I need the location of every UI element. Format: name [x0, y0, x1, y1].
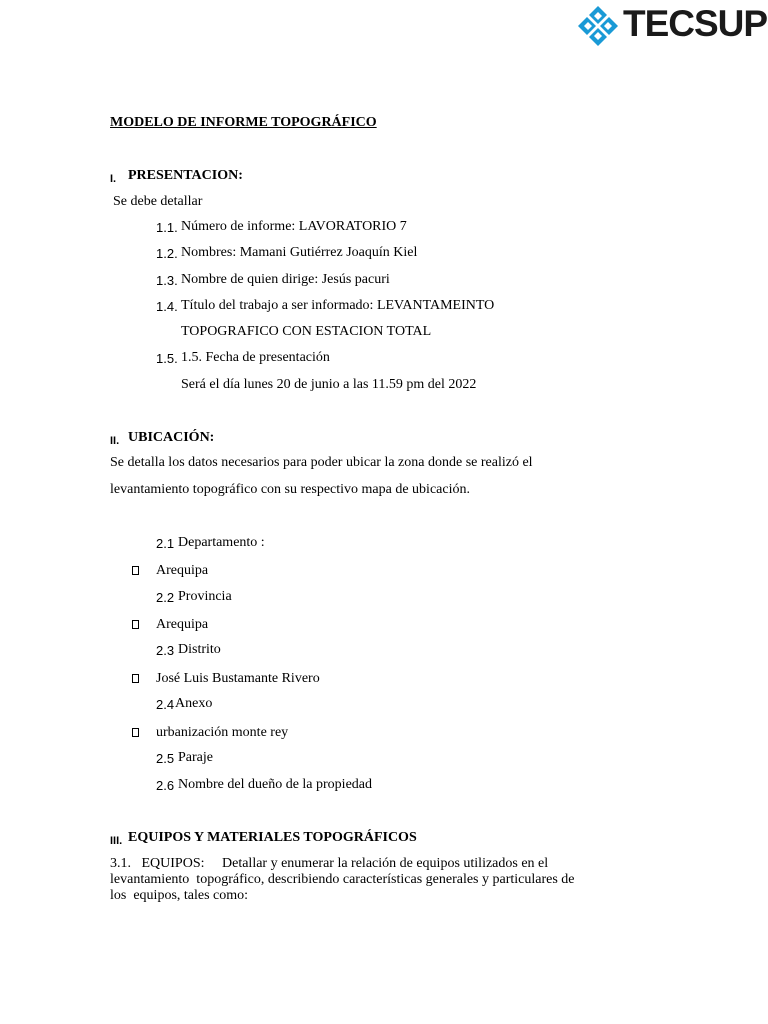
section-2-heading: UBICACIÓN: — [128, 430, 215, 445]
section-3-paragraph-line-1: 3.1. EQUIPOS: Detallar y enumerar la relación de equipos utilizados en el — [110, 856, 549, 871]
section-3-paragraph-line-3: los equipos, tales como: — [110, 888, 249, 903]
item-2-2-number: 2.2 — [156, 590, 175, 605]
logo-text: TECSUP — [623, 3, 768, 44]
bullet-provincia: Arequipa — [156, 617, 209, 632]
item-1-2-number: 1.2. — [156, 246, 178, 261]
item-1-3-number: 1.3. — [156, 273, 178, 288]
item-1-4-continuation: TOPOGRAFICO CON ESTACION TOTAL — [181, 324, 432, 339]
item-2-6-number: 2.6 — [156, 778, 175, 793]
item-1-5-continuation: Será el día lunes 20 de junio a las 11.59 pm del 2022 — [181, 377, 477, 392]
item-1-2-text: Nombres: Mamani Gutiérrez Joaquín Kiel — [181, 245, 418, 260]
item-2-1-number: 2.1 — [156, 536, 175, 551]
item-2-5-number: 2.5 — [156, 751, 175, 766]
item-2-4-number: 2.4 — [156, 697, 175, 712]
section-3-heading: EQUIPOS Y MATERIALES TOPOGRÁFICOS — [128, 830, 417, 845]
item-1-1-text: Número de informe: LAVORATORIO 7 — [181, 219, 407, 234]
section-3-roman: III. — [110, 835, 123, 847]
section-2-roman: II. — [110, 435, 120, 447]
tecsup-logo — [576, 3, 768, 48]
bullet-icon — [132, 566, 139, 575]
item-1-1-number: 1.1. — [156, 220, 178, 235]
item-1-3-text: Nombre de quien dirige: Jesús pacuri — [181, 272, 390, 287]
section-2-paragraph-line-2: levantamiento topográfico con su respectivo mapa de ubicación. — [110, 482, 470, 497]
item-1-5-text: 1.5. Fecha de presentación — [181, 350, 330, 365]
section-3-paragraph-line-2: levantamiento topográfico, describiendo características generales y particulares de — [110, 872, 575, 887]
item-2-1-label: Departamento : — [178, 535, 265, 550]
section-1-intro: Se debe detallar — [113, 194, 203, 209]
bullet-icon — [132, 674, 139, 683]
section-1-roman: I. — [110, 173, 117, 185]
section-1-heading: PRESENTACION: — [128, 168, 243, 183]
item-2-3-label: Distrito — [178, 642, 221, 657]
item-2-5-label: Paraje — [178, 750, 213, 765]
tecsup-logo-icon — [576, 4, 620, 48]
item-2-2-label: Provincia — [178, 589, 232, 604]
bullet-icon — [132, 728, 139, 737]
item-1-4-text: Título del trabajo a ser informado: LEVANTAMEINTO — [181, 298, 495, 313]
section-2-paragraph-line-1: Se detalla los datos necesarios para poder ubicar la zona donde se realizó el — [110, 455, 533, 470]
item-1-5-number: 1.5. — [156, 351, 178, 366]
bullet-distrito: José Luis Bustamante Rivero — [156, 671, 320, 686]
bullet-icon — [132, 620, 139, 629]
item-2-4-label: Anexo — [175, 696, 213, 711]
item-1-4-number: 1.4. — [156, 299, 178, 314]
document-title: MODELO DE INFORME TOPOGRÁFICO — [110, 115, 377, 130]
bullet-departamento: Arequipa — [156, 563, 209, 578]
bullet-anexo: urbanización monte rey — [156, 725, 289, 740]
item-2-6-label: Nombre del dueño de la propiedad — [178, 777, 372, 792]
item-2-3-number: 2.3 — [156, 643, 175, 658]
